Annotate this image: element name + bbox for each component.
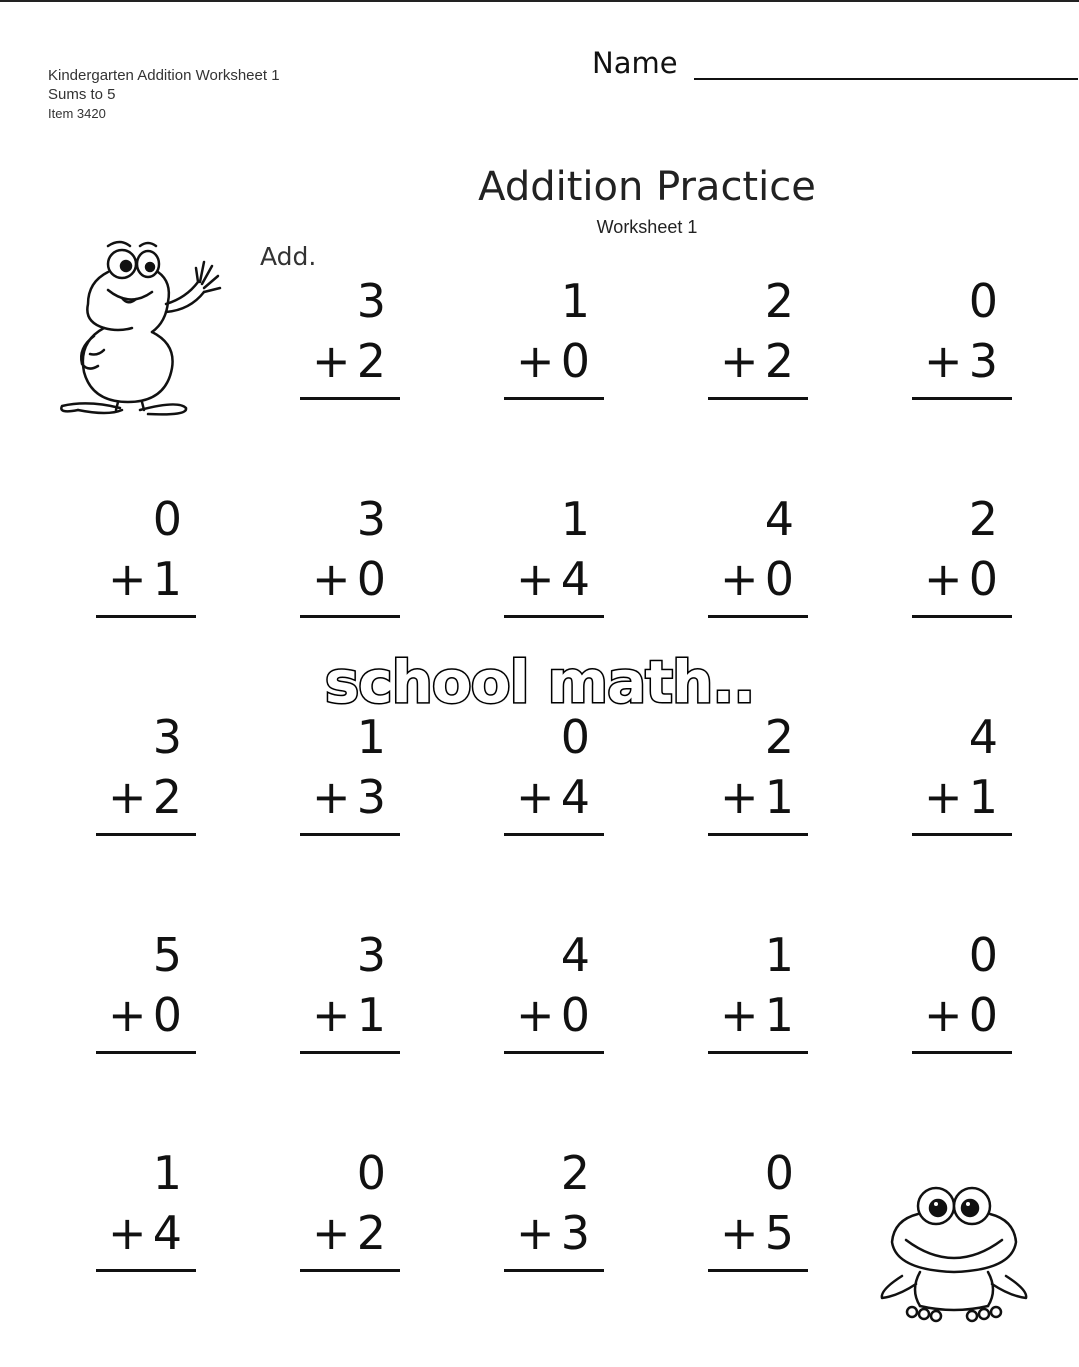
addend-bottom: 0 xyxy=(560,334,590,388)
addend-bottom: 0 xyxy=(968,552,998,606)
problem-item xyxy=(912,712,1012,837)
name-field-line[interactable] xyxy=(694,78,1078,80)
answer-line[interactable] xyxy=(708,615,808,618)
instruction-text: Add. xyxy=(260,242,317,271)
meta-title: Kindergarten Addition Worksheet 1 xyxy=(48,67,280,84)
addend-top: 1 xyxy=(764,928,794,982)
plus-sign: + xyxy=(720,770,759,824)
addend-bottom: 0 xyxy=(764,552,794,606)
addend-top: 1 xyxy=(356,710,386,764)
problem-item xyxy=(504,1148,604,1273)
addend-top: 4 xyxy=(560,928,590,982)
meta-range: Sums to 5 xyxy=(48,86,116,103)
answer-line[interactable] xyxy=(504,615,604,618)
answer-line[interactable] xyxy=(708,397,808,400)
overlay-caption: school math.. xyxy=(324,648,755,716)
answer-line[interactable] xyxy=(912,615,1012,618)
answer-line[interactable] xyxy=(300,615,400,618)
plus-sign: + xyxy=(924,334,963,388)
problem-item xyxy=(708,494,808,619)
plus-sign: + xyxy=(720,1206,759,1260)
answer-line[interactable] xyxy=(300,397,400,400)
addend-bottom: 0 xyxy=(356,552,386,606)
plus-sign: + xyxy=(312,988,351,1042)
answer-line[interactable] xyxy=(708,1269,808,1272)
answer-line[interactable] xyxy=(912,1051,1012,1054)
addend-bottom: 4 xyxy=(560,770,590,824)
addend-bottom: 2 xyxy=(764,334,794,388)
plus-sign: + xyxy=(720,552,759,606)
problem-item xyxy=(300,930,400,1055)
waving-frog-icon xyxy=(48,232,238,417)
problem-item xyxy=(708,276,808,401)
answer-line[interactable] xyxy=(504,833,604,836)
addend-bottom: 1 xyxy=(764,988,794,1042)
problem-item xyxy=(504,276,604,401)
addend-bottom: 2 xyxy=(356,1206,386,1260)
addend-top: 5 xyxy=(152,928,182,982)
plus-sign: + xyxy=(312,1206,351,1260)
problem-item xyxy=(912,494,1012,619)
addend-bottom: 0 xyxy=(560,988,590,1042)
meta-item: Item 3420 xyxy=(48,106,106,121)
page-title: Addition Practice xyxy=(478,164,816,210)
answer-line[interactable] xyxy=(912,397,1012,400)
addend-bottom: 3 xyxy=(356,770,386,824)
addend-bottom: 1 xyxy=(968,770,998,824)
addend-top: 3 xyxy=(356,274,386,328)
answer-line[interactable] xyxy=(300,1269,400,1272)
problem-item xyxy=(708,1148,808,1273)
answer-line[interactable] xyxy=(96,615,196,618)
addend-bottom: 2 xyxy=(356,334,386,388)
addend-bottom: 4 xyxy=(152,1206,182,1260)
problem-item xyxy=(912,930,1012,1055)
addend-top: 1 xyxy=(560,274,590,328)
addend-bottom: 1 xyxy=(764,770,794,824)
plus-sign: + xyxy=(108,552,147,606)
plus-sign: + xyxy=(516,552,555,606)
answer-line[interactable] xyxy=(504,1051,604,1054)
addend-top: 0 xyxy=(560,710,590,764)
addend-top: 0 xyxy=(356,1146,386,1200)
name-label: Name xyxy=(592,46,678,80)
addend-bottom: 3 xyxy=(560,1206,590,1260)
plus-sign: + xyxy=(924,770,963,824)
plus-sign: + xyxy=(720,988,759,1042)
plus-sign: + xyxy=(516,770,555,824)
addend-top: 0 xyxy=(968,928,998,982)
addend-top: 2 xyxy=(968,492,998,546)
page-subtitle: Worksheet 1 xyxy=(596,217,698,237)
problem-item xyxy=(912,276,1012,401)
addend-bottom: 1 xyxy=(356,988,386,1042)
plus-sign: + xyxy=(516,1206,555,1260)
addend-bottom: 0 xyxy=(152,988,182,1042)
problem-item xyxy=(504,712,604,837)
problem-item xyxy=(96,1148,196,1273)
answer-line[interactable] xyxy=(96,833,196,836)
addend-top: 3 xyxy=(152,710,182,764)
plus-sign: + xyxy=(924,552,963,606)
addend-bottom: 5 xyxy=(764,1206,794,1260)
addend-top: 2 xyxy=(764,274,794,328)
plus-sign: + xyxy=(108,1206,147,1260)
answer-line[interactable] xyxy=(708,833,808,836)
plus-sign: + xyxy=(720,334,759,388)
addend-top: 1 xyxy=(560,492,590,546)
addend-top: 3 xyxy=(356,492,386,546)
addend-bottom: 2 xyxy=(152,770,182,824)
plus-sign: + xyxy=(516,988,555,1042)
plus-sign: + xyxy=(312,334,351,388)
plus-sign: + xyxy=(108,988,147,1042)
problem-item xyxy=(96,930,196,1055)
sitting-frog-icon xyxy=(872,1180,1042,1330)
problem-item xyxy=(300,712,400,837)
addend-top: 0 xyxy=(764,1146,794,1200)
addend-top: 2 xyxy=(764,710,794,764)
problem-item xyxy=(504,930,604,1055)
answer-line[interactable] xyxy=(708,1051,808,1054)
addend-top: 3 xyxy=(356,928,386,982)
plus-sign: + xyxy=(108,770,147,824)
answer-line[interactable] xyxy=(96,1051,196,1054)
addend-bottom: 3 xyxy=(968,334,998,388)
answer-line[interactable] xyxy=(300,1051,400,1054)
addend-top: 4 xyxy=(968,710,998,764)
problem-item xyxy=(96,712,196,837)
answer-line[interactable] xyxy=(504,397,604,400)
answer-line[interactable] xyxy=(504,1269,604,1272)
problem-item xyxy=(708,712,808,837)
addend-bottom: 4 xyxy=(560,552,590,606)
answer-line[interactable] xyxy=(912,833,1012,836)
answer-line[interactable] xyxy=(96,1269,196,1272)
addend-top: 0 xyxy=(152,492,182,546)
addend-bottom: 1 xyxy=(152,552,182,606)
problem-item xyxy=(96,494,196,619)
addend-top: 4 xyxy=(764,492,794,546)
worksheet-meta xyxy=(48,66,280,123)
addend-top: 0 xyxy=(968,274,998,328)
top-border xyxy=(0,0,1079,2)
problem-item xyxy=(300,1148,400,1273)
addend-bottom: 0 xyxy=(968,988,998,1042)
problem-item xyxy=(708,930,808,1055)
addend-top: 2 xyxy=(560,1146,590,1200)
problem-item xyxy=(300,276,400,401)
plus-sign: + xyxy=(924,988,963,1042)
problem-item xyxy=(300,494,400,619)
plus-sign: + xyxy=(516,334,555,388)
problem-item xyxy=(504,494,604,619)
addend-top: 1 xyxy=(152,1146,182,1200)
plus-sign: + xyxy=(312,770,351,824)
answer-line[interactable] xyxy=(300,833,400,836)
plus-sign: + xyxy=(312,552,351,606)
